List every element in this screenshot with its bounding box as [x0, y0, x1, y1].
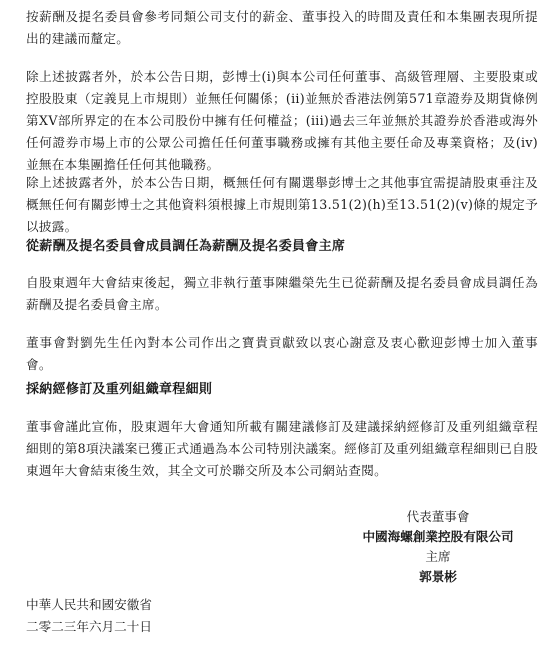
- paragraph-articles-adoption: 董事會謹此宣佈，股東週年大會通知所載有關建議修訂及建議採納經修訂及重列組織章程細則的第8項決議案已獲正式通過為本公司特別決議案。經修訂及重列組織章程細則已自股東週年大會結束後生效，其全文可於聯交所及本公司網站查閱。: [26, 419, 538, 478]
- footer-place: 中華人民共和國安徽省: [26, 597, 152, 612]
- signature-name: 郭景彬: [419, 569, 457, 584]
- paragraph-board-thanks: 董事會對劉先生任內對本公司作出之寶貴貢獻致以衷心謝意及衷心歡迎彭博士加入董事會。: [26, 335, 538, 372]
- section-heading-articles: 採納經修訂及重列組織章程細則: [26, 382, 213, 397]
- signature-block: [338, 507, 538, 587]
- paragraph-remuneration-basis: 按薪酬及提名委員會參考同類公司支付的薪金、董事投入的時間及責任和本集團表現所提出的建議而釐定。: [26, 9, 538, 46]
- paragraph-disclosure-relationships: 除上述披露者外，於本公告日期，彭博士(i)與本公司任何董事、高級管理層、主要股東或控股股東（定義見上市規則）並無任何關係；(ii)並無於香港法例第571章證券及期貨條例第XV部所界定的在本公司股份中擁有任何權益；(iii)過去三年並無於其證券於香港或海外任何證券市場上市的公眾公司擔任任何董事職務或擁有其他主要任命及專業資格；及(iv)並無在本集團擔任任何其他職務。: [26, 69, 538, 172]
- signature-title: 主席: [425, 549, 451, 564]
- signature-on-behalf: 代表董事會: [406, 509, 470, 524]
- paragraph-disclosure-other-matters: 除上述披露者外，於本公告日期，概無任何有關選舉彭博士之其他事宜需提請股東垂注及概無任何有關彭博士之其他資料須根據上市規則第13.51(2)(h)至13.51(2)(v)條的規定予以披露。: [26, 175, 538, 234]
- footer-place-date: [26, 594, 152, 638]
- footer-date: 二零二三年六月二十日: [26, 619, 152, 634]
- section-heading-committee-chair: 從薪酬及提名委員會成員調任為薪酬及提名委員會主席: [26, 239, 346, 254]
- signature-company: 中國海螺創業控股有限公司: [362, 529, 514, 544]
- paragraph-committee-chair-change: 自股東週年大會結束後起，獨立非執行董事陳繼榮先生已從薪酬及提名委員會成員調任為薪酬及提名委員會主席。: [26, 275, 538, 312]
